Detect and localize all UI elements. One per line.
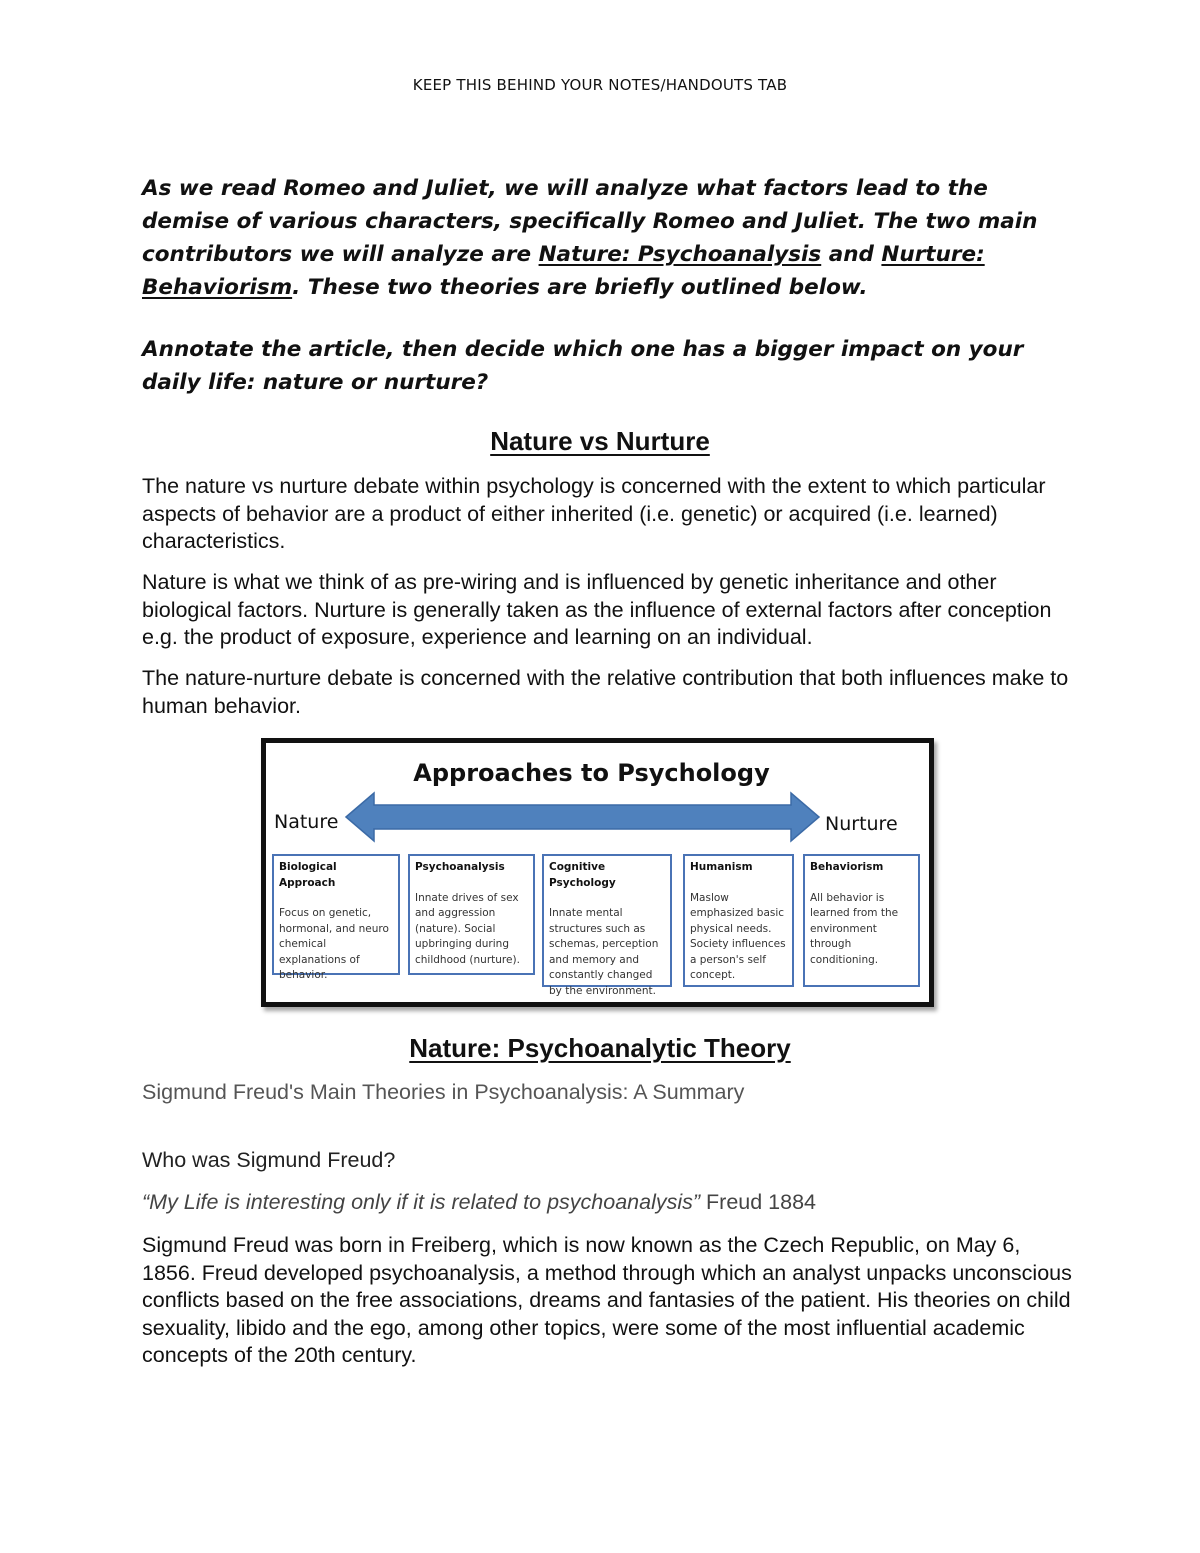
nature-psychoanalysis-term: Nature: Psychoanalysis xyxy=(538,242,822,267)
diagram-label-nurture: Nurture xyxy=(825,813,898,835)
heading-nature-vs-nurture: Nature vs Nurture xyxy=(490,426,710,456)
approach-title: Behaviorism xyxy=(810,861,884,873)
approach-title: Humanism xyxy=(690,861,753,873)
approach-title: Psychoanalysis xyxy=(415,861,505,873)
quote-text: “My Life is interesting only if it is related to psychoanalysis” xyxy=(142,1190,701,1214)
approach-box-behaviorism xyxy=(803,854,920,987)
approach-box-psychoanalysis xyxy=(408,854,535,975)
intro-paragraph xyxy=(142,172,1062,304)
approaches-diagram xyxy=(261,738,934,1007)
approach-description: Innate drives of sex and aggression (nature). Social upbringing during childhood (nurture). xyxy=(415,891,520,966)
heading-psychoanalytic-theory: Nature: Psychoanalytic Theory xyxy=(409,1033,791,1063)
approach-title: Cognitive Psychology xyxy=(549,861,616,889)
intro-text-3: . These two theories are briefly outlined below. xyxy=(292,275,868,300)
approach-description: Maslow emphasized basic physical needs. Society influences a person's self concept. xyxy=(690,891,786,981)
diagram-title: Approaches to Psychology xyxy=(413,759,770,787)
approach-box-humanism xyxy=(683,854,794,987)
annotate-instruction: Annotate the article, then decide which one has a bigger impact on your daily life: nature or nurture? xyxy=(142,337,1024,395)
approach-description: All behavior is learned from the environment through conditioning. xyxy=(810,891,899,966)
diagram-label-nature: Nature xyxy=(274,811,339,833)
paragraph-nature-nurture-explained: Nature is what we think of as pre-wiring and is influenced by genetic inheritance and other biological factors. Nurture is generally taken as the influence of external factors after conception e.g. the product of exposure, experience and learning on an individual. xyxy=(142,570,1052,649)
intro-text-2: and xyxy=(821,242,882,267)
paragraph-freud-biography: Sigmund Freud was born in Freiberg, which is now known as the Czech Republic, on May 6, 1856. Freud developed psychoanalysis, a method through which an analyst unpacks unconscious conflicts based on the free associations, dreams and fantasies of the patient. His theories on child sexuality, libido and the ego, among other topics, were some of the most influential academic concepts of the 20th century. xyxy=(142,1233,1072,1367)
nurture-behaviorism-term: Nurture: Behaviorism xyxy=(142,242,985,300)
approach-box-cognitive xyxy=(542,854,672,997)
approach-description: Focus on genetic, hormonal, and neuro chemical explanations of behavior. xyxy=(279,907,389,981)
who-was-freud-question: Who was Sigmund Freud? xyxy=(142,1148,396,1172)
paragraph-debate-definition: The nature vs nurture debate within psychology is concerned with the extent to which particular aspects of behavior are a product of either inherited (i.e. genetic) or acquired (i.e. learned) characteristics. xyxy=(142,474,1046,553)
approach-box-biological xyxy=(272,854,400,981)
freud-summary-subtitle: Sigmund Freud's Main Theories in Psychoanalysis: A Summary xyxy=(142,1080,745,1104)
quote-attribution: Freud 1884 xyxy=(700,1190,816,1214)
approach-title: Biological Approach xyxy=(279,861,337,889)
paragraph-relative-contribution: The nature-nurture debate is concerned with the relative contribution that both influences make to human behavior. xyxy=(142,666,1069,718)
approach-description: Innate mental structures such as schemas, perception and memory and constantly changed by the environment. xyxy=(549,907,659,997)
page-header: KEEP THIS BEHIND YOUR NOTES/HANDOUTS TAB xyxy=(412,76,788,94)
freud-quote xyxy=(142,1190,816,1215)
double-arrow-icon xyxy=(346,793,819,841)
intro-text-1: As we read Romeo and Juliet, we will analyze what factors lead to the demise of various characters, specifically Romeo and Juliet. The two main contributors we will analyze are xyxy=(142,176,1038,267)
